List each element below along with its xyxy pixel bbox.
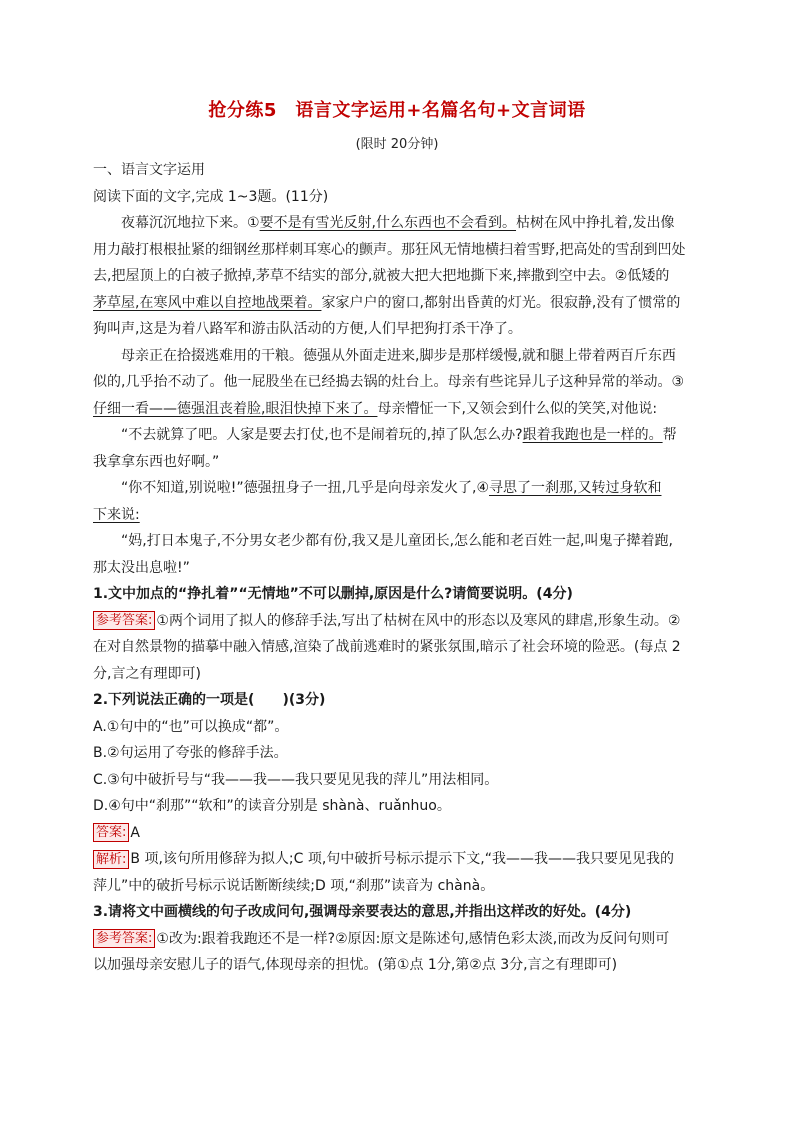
- answer-line: 在对自然景物的描摹中融入情感,渲染了战前逃难时的紧张氛围,暗示了社会环境的险恶。(每点 2: [93, 639, 681, 655]
- passage-line: 母亲正在拾掇逃难用的干粮。德强从外面走进来,脚步是那样缓慢,就和腿上带着两百斤东西: [121, 347, 676, 364]
- explanation-line: 萍儿”中的破折号标示说话断断续续;D 项,“刹那”读音为 chànà。: [93, 877, 495, 894]
- passage-line: 狗叫声,这是为着八路军和游击队活动的方便,人们早把狗打杀干净了。: [93, 321, 522, 337]
- passage-line: [93, 475, 705, 502]
- passage-line: [93, 290, 705, 317]
- underlined-sentence-3: 仔细一看——德强沮丧着脸,眼泪快掉下来了。: [93, 400, 378, 417]
- passage-line: [93, 396, 705, 423]
- passage-line: 似的,几乎抬不动了。他一屁股坐在已经搗去锅的灶台上。母亲有些诧异儿子这种异常的举动。③: [93, 374, 684, 390]
- time-limit: (限时 20分钟): [355, 137, 439, 152]
- answer-line: 以加强母亲安慰儿子的语气,体现母亲的担忧。(第①点 1分,第②点 3分,言之有理即可): [93, 957, 618, 973]
- passage-line: “妈,打日本鬼子,不分男女老少都有份,我又是儿童团长,怎么能和老百姓一起,叫鬼子撵着跑,: [121, 533, 673, 549]
- answer-line: [93, 820, 705, 847]
- option-c: C.③句中破折号与“我——我——我只要见见我的萍儿”用法相同。: [93, 771, 499, 788]
- text-run: 母亲懵怔一下,又领会到什么似的笑笑,对他说:: [377, 400, 658, 417]
- answer-value: A: [130, 824, 140, 841]
- page-title: 抢分练5 语言文字运用+名篇名句+文言词语: [208, 100, 586, 121]
- explanation-badge: 解析:: [93, 850, 129, 869]
- passage-line: [93, 422, 705, 449]
- question-3: 3.请将文中画横线的句子改成问句,强调母亲要表达的意思,并指出这样改的好处。(4分): [93, 904, 632, 920]
- explanation-text: B 项,该句所用修辞为拟人;C 项,句中破折号标示提示下文,“我——我——我只要见见我的: [130, 851, 674, 867]
- answer-line: [93, 608, 705, 635]
- answer-text: ①改为:跟着我跑还不是一样?②原因:原文是陈述句,感情色彩太淡,而改为反问句则可: [156, 930, 670, 947]
- reference-answer-badge: 参考答案:: [93, 929, 155, 948]
- passage-line: 那太没出息啦!”: [93, 559, 190, 576]
- reading-intro: 阅读下面的文字,完成 1~3题。(11分): [93, 188, 329, 205]
- text-run: 帮: [662, 427, 677, 443]
- section-heading: 一、语言文字运用: [93, 162, 205, 178]
- passage-line: [93, 502, 705, 529]
- passage-line: 去,把屋顶上的白被子掀掉,茅草不结实的部分,就被大把大把地撕下来,摔撒到空中去。②低矮的: [93, 268, 670, 284]
- answer-line: 分,言之有理即可): [93, 665, 201, 682]
- text-run: “不去就算了吧。人家是要去打仗,也不是闹着玩的,掉了队怎么办?: [121, 427, 523, 443]
- option-a: A.①句中的“也”可以换成“都”。: [93, 718, 289, 735]
- text-run: 枯树在风中挣扎着,发出像: [516, 215, 675, 231]
- question-1: 1.文中加点的“挣扎着”“无情地”不可以删掉,原因是什么?请简要说明。(4分): [93, 586, 573, 602]
- underlined-sentence-2: 茅草屋,在寒风中难以自控地战栗着。: [93, 294, 322, 311]
- passage-line: 我拿拿东西也好啊。”: [93, 453, 220, 470]
- underlined-sentence-1: 要不是有雪光反射,什么东西也不会看到。: [259, 215, 517, 231]
- explanation-line: [93, 846, 705, 873]
- question-2: 2.下列说法正确的一项是( )(3分): [93, 692, 326, 708]
- underlined-sentence-q3: 跟着我跑也是一样的。: [522, 427, 663, 443]
- passage-line: [93, 210, 705, 237]
- reference-answer-badge: 参考答案:: [93, 611, 155, 630]
- content: [93, 157, 705, 979]
- underlined-sentence-4-cont: 下来说:: [93, 506, 140, 523]
- underlined-sentence-4: 寻思了一刹那,又转过身软和: [489, 480, 662, 496]
- answer-line: [93, 926, 705, 953]
- text-run: “你不知道,别说啦!”德强扭身子一扭,几乎是向母亲发火了,④: [121, 480, 490, 496]
- answer-badge: 答案:: [93, 823, 129, 842]
- answer-text: ①两个词用了拟人的修辞手法,写出了枯树在风中的形态以及寒风的肆虐,形象生动。②: [156, 612, 681, 629]
- option-b: B.②句运用了夸张的修辞手法。: [93, 745, 288, 761]
- text-run: 夜幕沉沉地拉下来。①: [121, 215, 260, 231]
- passage-line: 用力敲打根根扯紧的细钢丝那样刺耳寒心的颤声。那狂风无情地横扫着雪野,把高处的雪刮到凹处: [93, 241, 686, 258]
- text-run: 家家户户的窗口,都射出昏黄的灯光。很寂静,没有了惯常的: [321, 294, 681, 311]
- option-d: D.④句中“刹那”“软和”的读音分别是 shànà、ruǎnhuo。: [93, 798, 451, 814]
